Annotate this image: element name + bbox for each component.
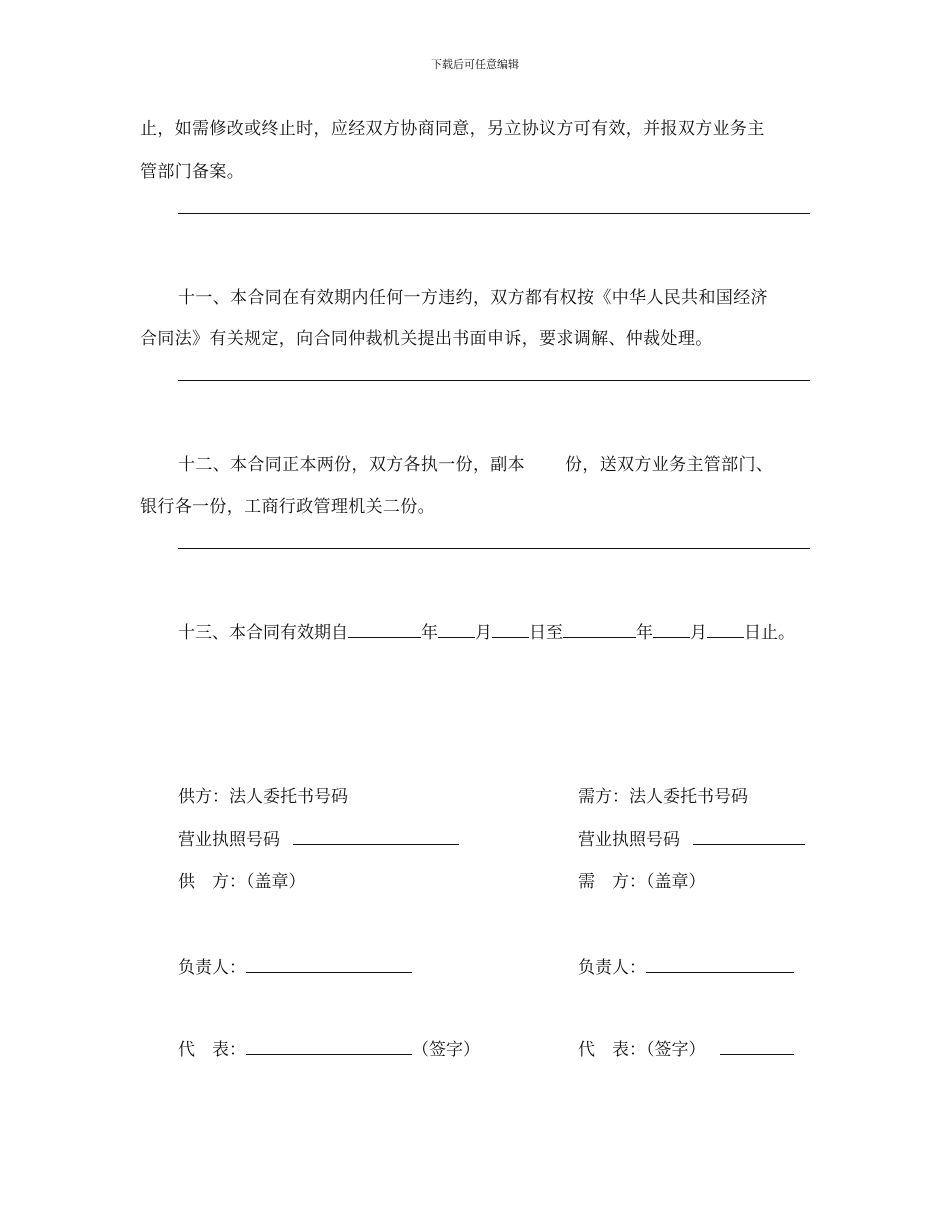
end-day-blank[interactable] — [707, 636, 744, 638]
supplier-responsible-blank[interactable] — [246, 971, 412, 973]
clause-13-line — [178, 618, 795, 643]
supplier-responsible-row — [178, 953, 412, 978]
clause-10-line-1: 止，如需修改或终止时，应经双方协商同意，另立协议方可有效，并报双方业务主 — [140, 119, 765, 139]
clause-12-line-2: 银行各一份，工商行政管理机关二份。 — [140, 497, 435, 517]
start-day-blank[interactable] — [492, 636, 529, 638]
divider-rule — [178, 380, 810, 381]
day-end-label: 日止。 — [744, 623, 795, 643]
buyer-license-label: 营业执照号码 — [578, 830, 680, 850]
supplier-rep-blank[interactable] — [246, 1053, 412, 1055]
month-label: 月 — [475, 623, 492, 643]
supplier-license-row — [178, 825, 459, 850]
buyer-proxy-label: 需方：法人委托书号码 — [578, 787, 748, 807]
page-header-note: 下载后可任意编辑 — [431, 58, 519, 71]
divider-rule — [178, 213, 810, 214]
end-month-blank[interactable] — [653, 636, 690, 638]
buyer-responsible-blank[interactable] — [646, 971, 794, 973]
end-year-blank[interactable] — [563, 636, 636, 638]
year-label: 年 — [636, 623, 653, 643]
buyer-rep-blank[interactable] — [720, 1053, 794, 1055]
supplier-license-label: 营业执照号码 — [178, 830, 280, 850]
clause-13-prefix: 十三、本合同有效期自 — [178, 623, 348, 643]
buyer-rep-label: 代 表：（签字） — [578, 1040, 706, 1060]
clause-12-text-b: 份，送双方业务主管部门、 — [565, 455, 774, 475]
clause-11-line-2: 合同法》有关规定，向合同仲裁机关提出书面申诉，要求调解、仲裁处理。 — [140, 329, 713, 349]
start-month-blank[interactable] — [438, 636, 475, 638]
supplier-responsible-label: 负责人： — [178, 958, 246, 978]
buyer-license-row — [578, 825, 805, 850]
buyer-responsible-row — [578, 953, 794, 978]
supplier-proxy-label: 供方：法人委托书号码 — [178, 787, 348, 807]
supplier-rep-row — [178, 1035, 480, 1060]
clause-12-text-a: 十二、本合同正本两份，双方各执一份，副本 — [178, 455, 525, 475]
start-year-blank[interactable] — [348, 636, 421, 638]
buyer-license-blank[interactable] — [693, 843, 805, 845]
supplier-rep-label: 代 表： — [178, 1040, 246, 1060]
clause-10-line-2: 管部门备案。 — [140, 162, 245, 182]
buyer-seal-label: 需 方：（盖章） — [578, 872, 706, 892]
clause-12-line-1 — [178, 450, 773, 475]
divider-rule — [178, 548, 810, 549]
supplier-sign-label: （签字） — [412, 1040, 480, 1060]
year-label: 年 — [421, 623, 438, 643]
supplier-license-blank[interactable] — [293, 843, 459, 845]
buyer-rep-row — [578, 1035, 794, 1060]
day-to-label: 日至 — [529, 623, 563, 643]
supplier-seal-label: 供 方：（盖章） — [178, 872, 306, 892]
buyer-responsible-label: 负责人： — [578, 958, 646, 978]
month-label: 月 — [690, 623, 707, 643]
clause-11-line-1: 十一、本合同在有效期内任何一方违约，双方都有权按《中华人民共和国经济 — [178, 288, 768, 308]
